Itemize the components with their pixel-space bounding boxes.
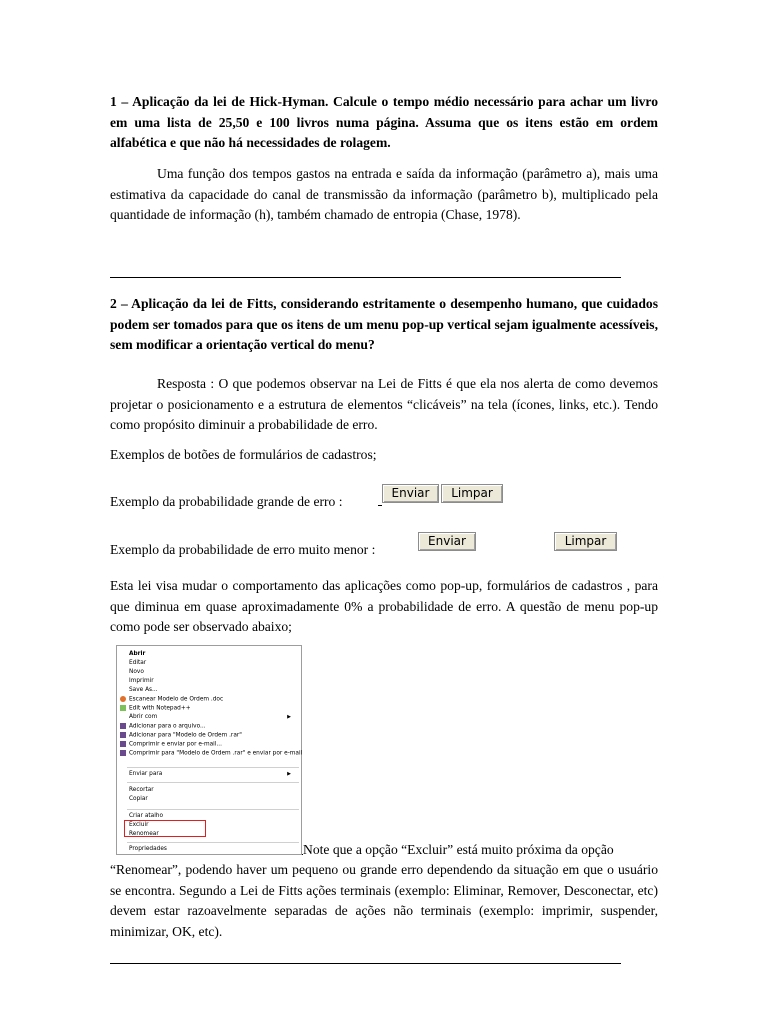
menu-item-imprimir[interactable]: Imprimir [129,678,154,684]
menu-item-recortar[interactable]: Recortar [129,787,154,793]
clear-button-close[interactable]: Limpar [441,484,503,503]
question-2: 2 – Aplicação da lei de Fitts, considerando estritamente o desempenho humano, que cuidados podem ser tomados para que os itens de um menu pop-up vertical sejam igualmente acessíveis, sem modificar a orientação vertical do menu? [110,296,658,352]
winrar-icon [120,750,126,756]
menu-item-save-as[interactable]: Save As... [129,687,158,693]
divider-2 [110,963,621,964]
menu-item-abrir-com[interactable]: Abrir com ▶ [129,714,291,720]
winrar-icon [120,741,126,747]
menu-item-copiar[interactable]: Copiar [129,796,148,802]
example-small-error-label: Exemplo da probabilidade de erro muito menor : [110,542,376,557]
menu-item-novo[interactable]: Novo [129,669,144,675]
menu-separator [127,842,299,843]
clear-button-separated[interactable]: Limpar [554,532,617,551]
note-paragraph: “Renomear”, podendo haver um pequeno ou grande erro dependendo da situação em que o usuário se encontra. Segundo a Lei de Fitts ações terminais (exemplo: Eliminar, Remover, Desconectar, etc) devem estar razoavelmente separadas de ações não terminais (exemplo: imprimir, suspender, minimizar, OK, etc). [110,862,658,939]
submenu-arrow-icon: ▶ [287,714,291,720]
menu-separator [127,809,299,810]
context-menu-screenshot [116,645,302,855]
scan-icon [120,696,126,702]
send-button-separated[interactable]: Enviar [418,532,476,551]
divider-1 [110,277,621,278]
menu-separator [127,767,299,768]
menu-item-excluir[interactable]: Excluir [129,822,149,828]
send-button-close[interactable]: Enviar [382,484,439,503]
menu-item-renomear[interactable]: Renomear [129,831,159,837]
example-big-error-label: Exemplo da probabilidade grande de erro : [110,494,343,509]
fitts-paragraph: Esta lei visa mudar o comportamento das aplicações como pop-up, formulários de cadastros , para que diminua em quase aproximadamente 0% a probabilidade de erro. A questão de menu pop-up como pode ser observado abaixo; [110,578,658,634]
submenu-arrow-icon: ▶ [287,771,291,777]
highlight-box [124,820,206,837]
menu-item-add-archive[interactable]: Adicionar para o arquivo... [129,723,206,730]
question-1: 1 – Aplicação da lei de Hick-Hyman. Calcule o tempo médio necessário para achar um livro em uma lista de 25,50 e 100 livros numa página. Assuma que os itens estão em ordem alfabética e que não há necessidades de rolagem. [110,94,658,150]
notepad-icon [120,705,126,711]
menu-item-editar[interactable]: Editar [129,660,147,666]
winrar-icon [120,732,126,738]
winrar-icon [120,723,126,729]
menu-separator [127,782,299,783]
answer-2: Resposta : O que podemos observar na Lei de Fitts é que ela nos alerta de como devemos projetar o posicionamento e a estrutura de elementos “clicáveis” na tela (ícones, links, etc.). Tendo como propósito diminuir a probabilidade de erro. [110,376,658,432]
menu-item-criar-atalho[interactable]: Criar atalho [129,813,164,819]
menu-item-compress-rar-email[interactable]: Comprimir para "Modelo de Ordem .rar" e enviar por e-mail [129,750,302,757]
underline [378,505,382,506]
menu-item-escanear[interactable]: Escanear Modelo de Ordem .doc [129,696,223,703]
menu-item-add-rar[interactable]: Adicionar para "Modelo de Ordem .rar" [129,732,242,739]
menu-item-compress-email[interactable]: Comprimir e enviar por e-mail... [129,741,222,748]
menu-item-abrir[interactable]: Abrir [129,651,146,657]
menu-item-notepad[interactable]: Edit with Notepad++ [129,705,191,712]
answer-1: Uma função dos tempos gastos na entrada e saída da informação (parâmetro a), mais uma estimativa da capacidade do canal de transmissão da informação (parâmetro b), multiplicado pela quantidade de informação (h), também chamado de entropia (Chase, 1978). [110,166,658,222]
menu-item-enviar-para[interactable]: Enviar para ▶ [129,771,291,777]
note-first-line: Note que a opção “Excluir” está muito próxima da opção [303,842,614,857]
examples-intro: Exemplos de botões de formulários de cadastros; [110,447,377,462]
menu-item-propriedades[interactable]: Propriedades [129,846,167,852]
